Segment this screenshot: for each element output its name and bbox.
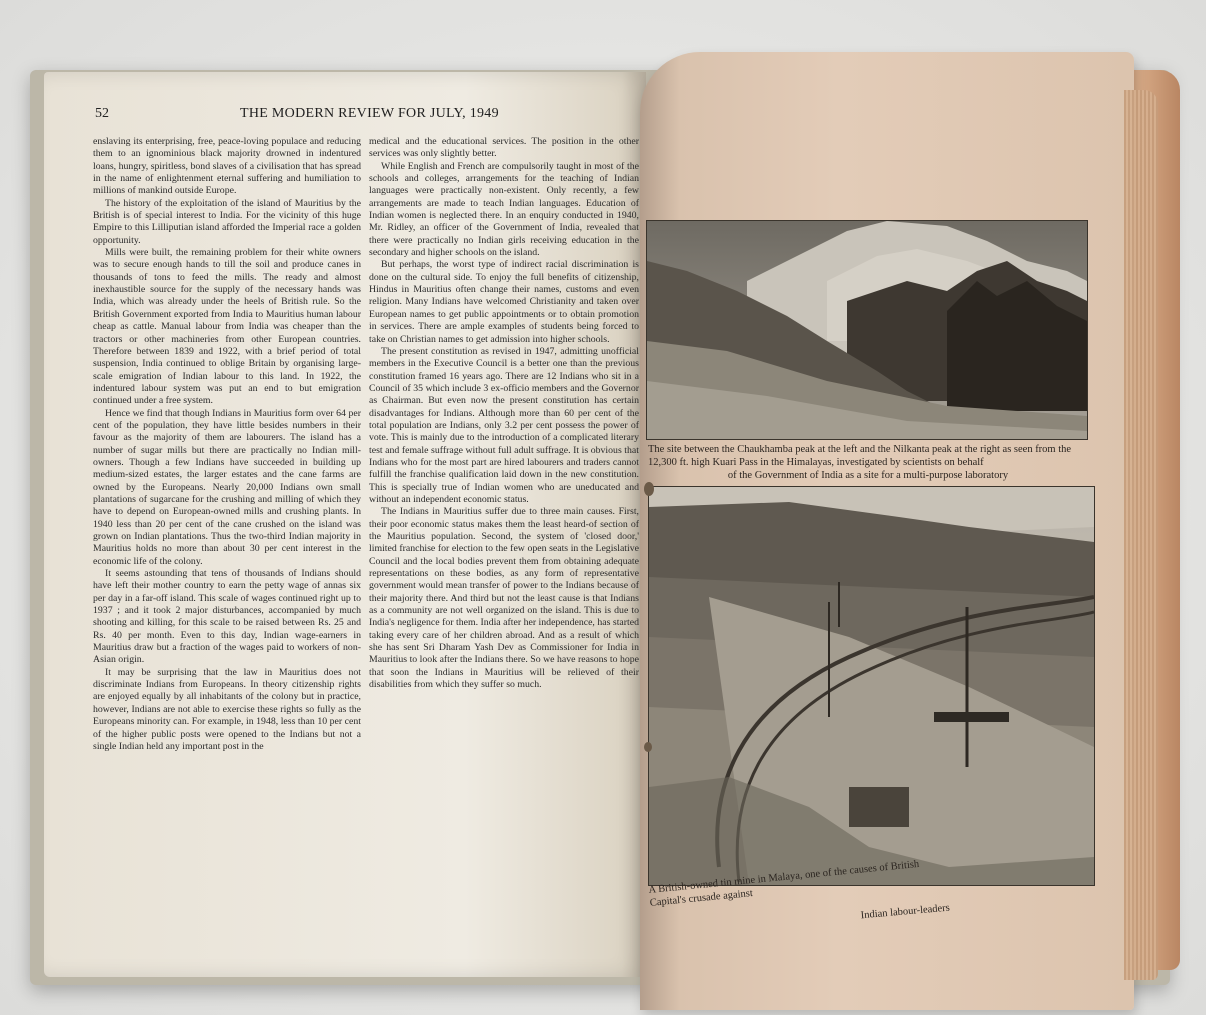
page-edges bbox=[1124, 90, 1158, 980]
text-column-2 bbox=[369, 136, 639, 691]
paragraph: The history of the exploitation of the island of Mauritius by the British is of special interest to India. For the vicinity of this huge Empire to this Lilliputian island afforded the Imperial race a golden opportunity. bbox=[93, 197, 361, 246]
mountain-photo bbox=[646, 220, 1088, 440]
paragraph: Hence we find that though Indians in Mauritius form over 64 per cent of the population, they have little besides numbers in their favour as the majority of them are labourers. The island has a number of sugar mills but there are practically no Indian mill-owners. Though a few Indians have succeeded in building up medium-sized estates, the larger estates and the cane farms are owned by the Europeans. Nearly 20,000 Indians own small plantations of sugarcane for the crushing and milling of which they have to depend on European-owned mills and crushing plants. In 1940 less than 20 per cent of the cane crushed on the island was grown on Indian plantations. Thus the two-third Indian majority in Mauritius holds no more than about 30 per cent interest in the economic life of the colony. bbox=[93, 407, 361, 567]
running-head: THE MODERN REVIEW FOR JULY, 1949 bbox=[240, 106, 499, 121]
paragraph: But perhaps, the worst type of indirect racial discrimination is done on the cultural side. To enjoy the full benefits of citizenship, Hindus in Mauritius often change their names, customs and even religion. Many Indians have welcomed Christianity and taken over European names to get public appointments or to obtain promotion in services. There are ample examples of students being forced to take on Christian names to get admission into higher schools. bbox=[369, 259, 639, 345]
page-damage-mark bbox=[644, 742, 652, 752]
paragraph: The Indians in Mauritius suffer due to three main causes. First, their poor economic status makes them the least heard-of section of the Mauritius population. Second, the system of 'closed door,' limited franchise for election to the few open seats in the Legislative Council and the local bodies prevent them from obtaining adequate representations on these bodies, as any form of representative government would mean transfer of power to the Indians because of their majority there. And third but not the least cause is that Indians as a community are not well organized on the island. This is due to India's negligence for them. India after her independence, has started taking every care of her children abroad. And as a result of which she has sent Sri Dharam Yash Dev as Commissioner for India in Mauritius to look after the Indians there. So we have reasons to hope that soon the Indians in Mauritius will be relieved of their disabilities from which they suffer so much. bbox=[369, 506, 639, 691]
page-number: 52 bbox=[95, 106, 109, 121]
photo-caption-1: The site between the Chaukhamba peak at the left and the Nilkanta peak at the right as seen from the 12,300 ft. high Kuari Pass in the Himalayas, investigated by scientists on behalf bbox=[648, 444, 1072, 468]
page-damage-mark bbox=[644, 482, 654, 496]
paragraph: Mills were built, the remaining problem for their white owners was to secure enough hands to till the soil and produce canes in thousands of tons to feed the mills. The ready and almost inexhaustible source for the supply of the necessary hands was India, which was already under the heels of British rule. So the British Government exported from India to Mauritius human labour cheap as cattle. Manual labour from India was cheaper than the tractors or other machineries from other European countries. Therefore between 1839 and 1922, with a brief period of total suspension, India continued to oblige Britain by organising large-scale emigration of Indian labour to this land. In 1922, the indentured labour system was put an end to but emigration continued under a free system. bbox=[93, 247, 361, 407]
tin-mine-photo bbox=[648, 486, 1095, 886]
paragraph: The present constitution as revised in 1947, admitting unofficial members in the Executive Council is a better one than the previous constitution framed 16 years ago. There are 12 Indians who sit in a Council of 35 which include 3 ex-officio members and the Governor as Chairman. But even now the present constitution has certain disadvantages for Indians. Although more than 60 per cent of the total population are Indians, only 3.2 per cent possess the power of vote. This is mainly due to the introduction of a complicated literary test and female suffrage without full adult suffrage. It is obvious that Indians who for the most part are hired labourers and traders cannot fulfill the franchise qualification laid down in the new constitution. This is specially true of Indian women who are uneducated and without an independent economic status. bbox=[369, 345, 639, 505]
paragraph: While English and French are compulsorily taught in most of the schools and colleges, arrangements for the teaching of Indian languages were practically non-existent. Only recently, a few arrangements are made to teach Indian languages. Education of Indian women is neglected there. In an enquiry conducted in 1940, Mr. Ridley, an officer of the Government of India, revealed that there were practically no Indian girls receiving education in the secondary and higher schools on the island. bbox=[369, 160, 639, 259]
photo-caption-2: A British-owned tin mine in Malaya, one of the causes of British Capital's crusade against bbox=[648, 858, 920, 909]
paragraph: It seems astounding that tens of thousands of Indians should have left their mother country to earn the petty wage of annas six per day in a far-off island. This scale of wages continued right up to 1937 ; and it took 2 major disturbances, accompanied by much shooting and killing, for this scale to be raised between Rs. 25 and Rs. 40 per month. Even to this day, Indian wage-earners in Mauritius draw but a fraction of the wages paid to workers of non-Asian origin. bbox=[93, 568, 361, 666]
paragraph: enslaving its enterprising, free, peace-loving populace and reducing them to an ignominious black majority drowned in indentured loans, hungry, spiritless, bond slaves of a civilisation that has spread in the name of enlightenment eternal suffering and humiliation to millions of mankind outside Europe. bbox=[93, 136, 361, 197]
paragraph: medical and the educational services. The position in the other services was only slightly better. bbox=[369, 136, 639, 160]
page-header bbox=[95, 106, 635, 128]
photo-caption-2-continued: Indian labour-leaders bbox=[860, 902, 951, 922]
paragraph: It may be surprising that the law in Mauritius does not discriminate Indians from Europeans. In theory citizenship rights are enjoyed equally by all inhabitants of the colony but in practice, however, Indians are not able to exercise these rights so fully as the Europeans minority can. For example, in 1948, less than 10 per cent of the higher public posts were opened to the Indians but not a single Indian held any important post in the bbox=[93, 666, 361, 752]
photo-caption-1-continued: of the Government of India as a site for a multi-purpose laboratory bbox=[727, 470, 1009, 481]
text-column-1 bbox=[93, 136, 361, 753]
